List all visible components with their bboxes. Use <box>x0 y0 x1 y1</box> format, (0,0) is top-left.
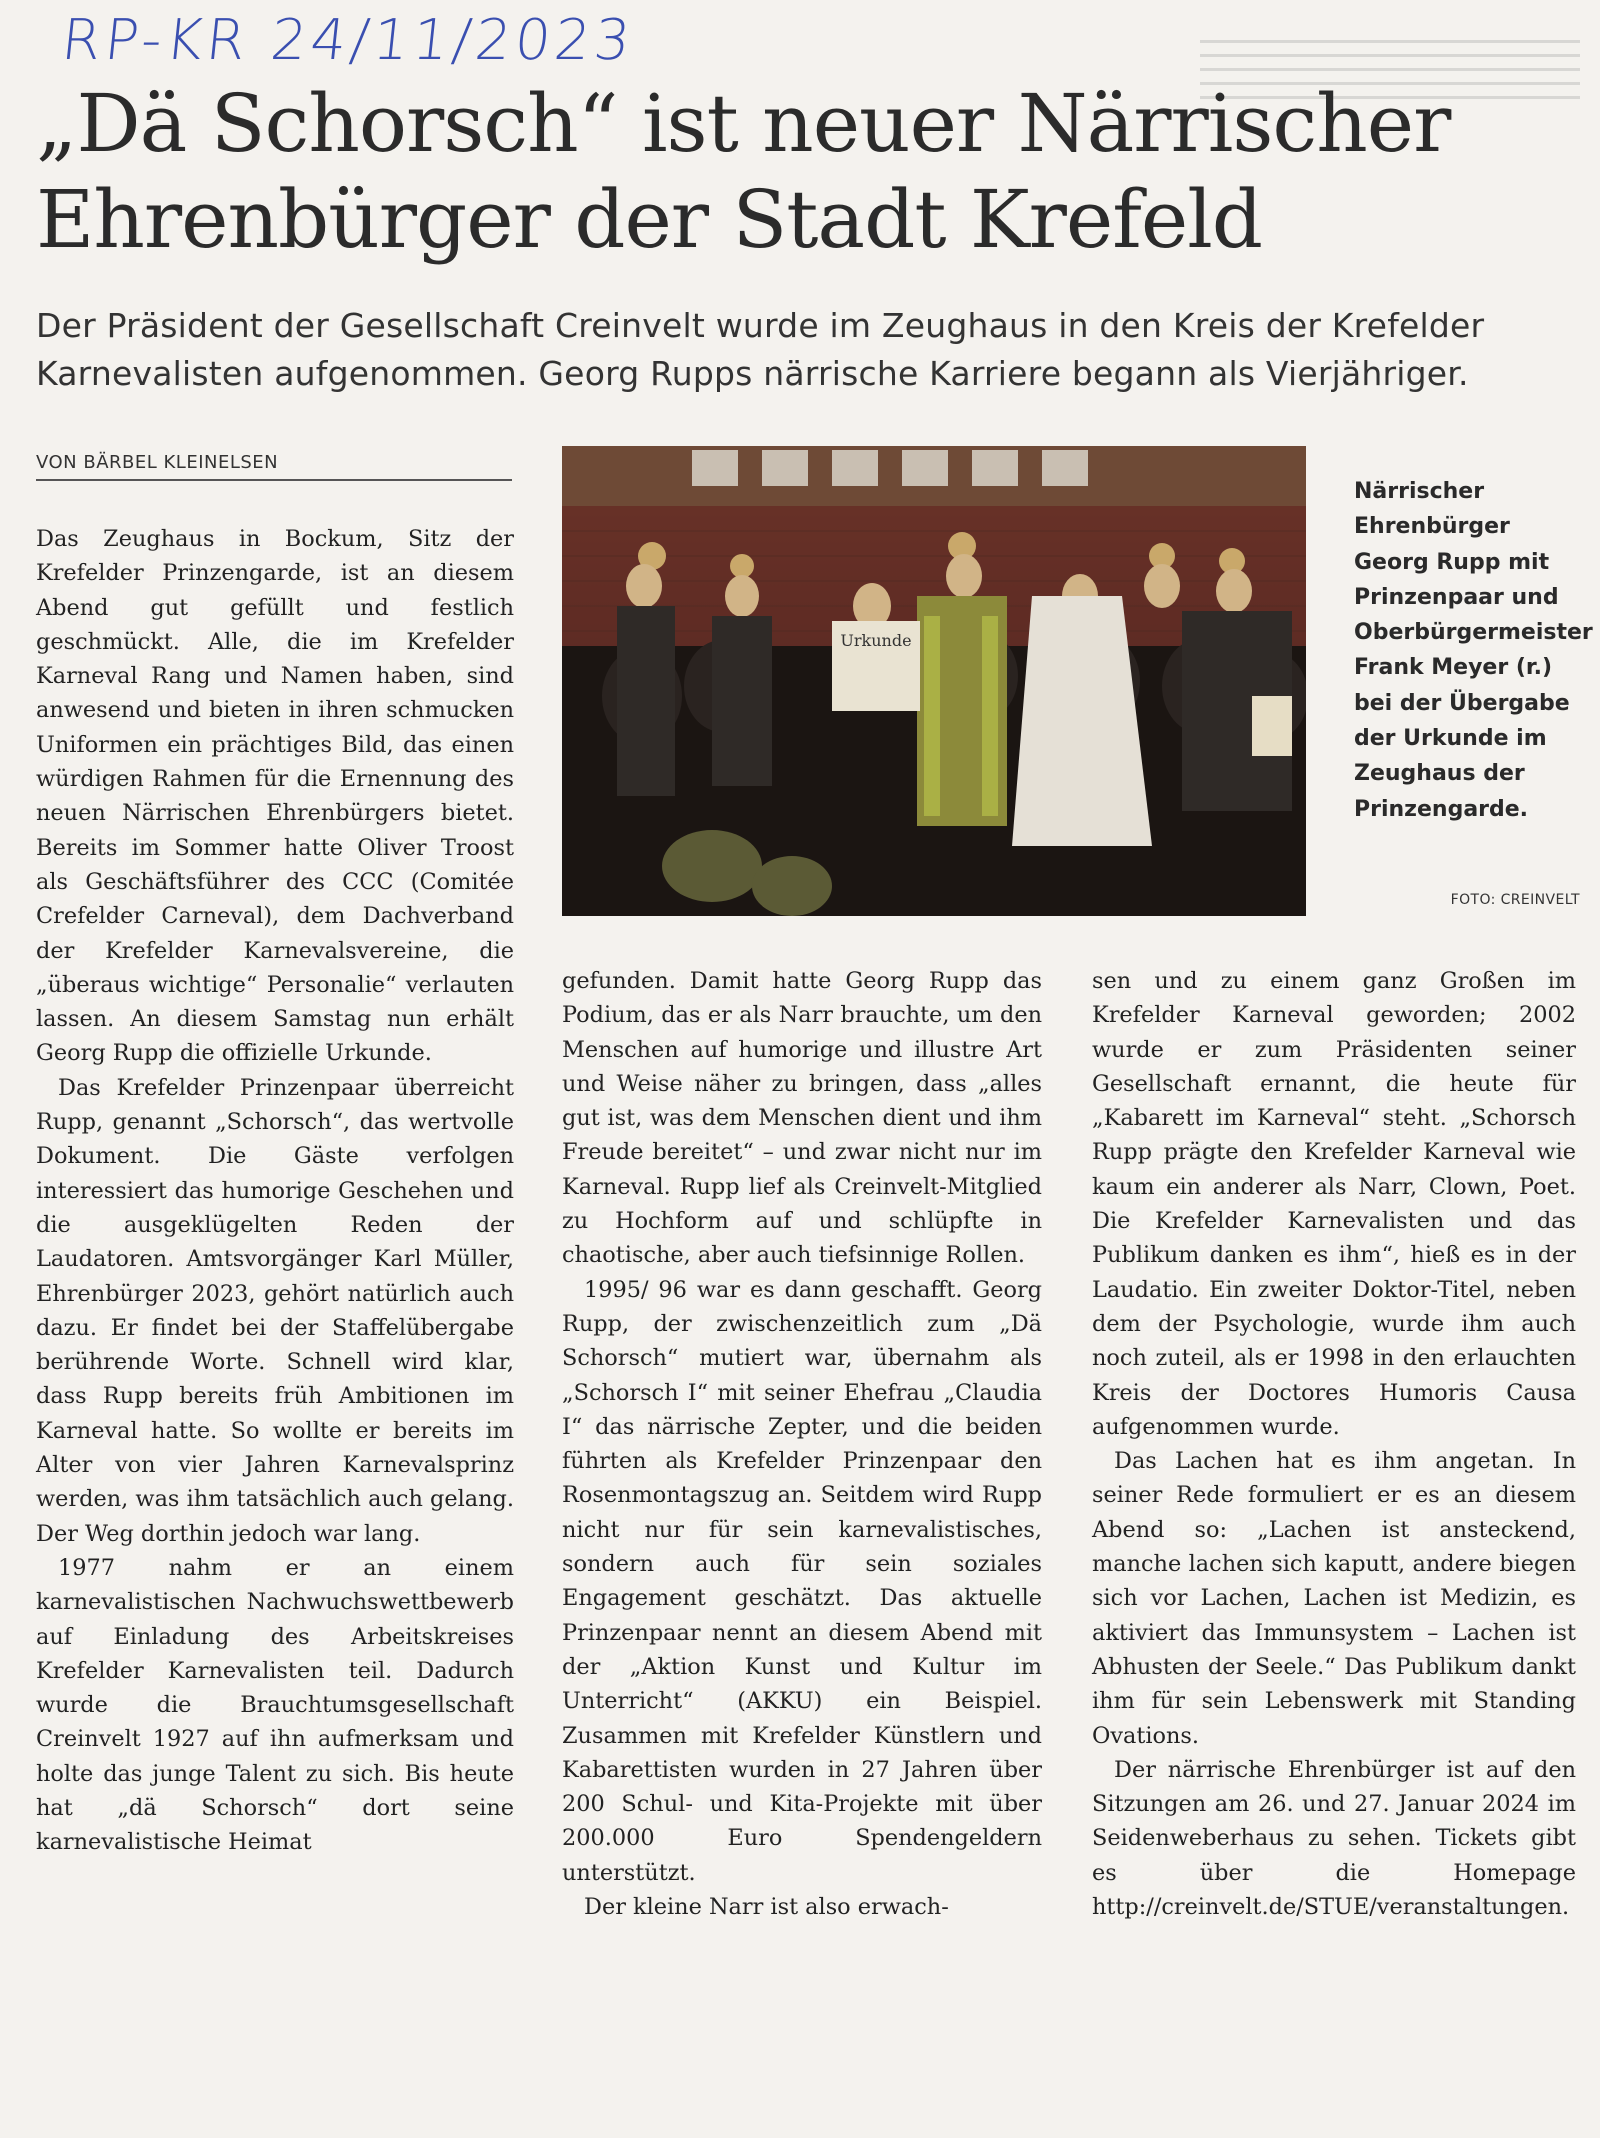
certificate-text: Urkunde <box>840 631 912 650</box>
paragraph: 1995/ 96 war es dann geschafft. Georg Rupp, der zwischenzeitlich zum „Dä Schorsch“ mutiert war, übernahm als „Schorsch I“ mit seiner Ehefrau „Claudia I“ das närrische Zepter, und die beiden führten als Krefelder Prinzenpaar den Rosenmontagszug an. Seitdem wird Rupp nicht nur für sein karnevalistisches, sondern auch für sein soziales Engagement geschätzt. Das aktuelle Prinzenpaar nennt an diesem Abend mit der „Aktion Kunst und Kultur im Unterricht“ (AKKU) ein Beispiel. Zusammen mit Krefelder Künstlern und Kabarettisten wurden in 27 Jahren über 200 Schul- und Kita-Projekte mit über 200.000 Euro Spendengeldern unterstützt. <box>562 1276 1042 1886</box>
paragraph: Das Zeughaus in Bockum, Sitz der Krefelder Prinzengarde, ist an diesem Abend gut gefüllt und festlich geschmückt. Alle, die im Krefelder Karneval Rang und Namen haben, sind anwesend und bieten in ihren schmucken Uniformen ein prächtiges Bild, das einen würdigen Rahmen für die Ernennung des neuen Närrischen Ehrenbürgers bietet. Bereits im Sommer hatte Oliver Troost als Geschäftsführer des CCC (Comitée Crefelder Carneval), dem Dachverband der Krefelder Karnevalsvereine, die „überaus wichtige“ Personalie“ verlauten lassen. An diesem Samstag nun erhält Georg Rupp die offizielle Urkunde. <box>36 526 514 1067</box>
byline: VON BÄRBEL KLEINELSEN <box>36 452 512 481</box>
headline: „Dä Schorsch“ ist neuer Närrischer Ehrenbürger der Stadt Krefeld <box>36 77 1451 266</box>
paragraph: Das Krefelder Prinzenpaar überreicht Rupp, genannt „Schorsch“, das wertvolle Dokument. Die Gäste verfolgen interessiert das humorige Geschehen und die ausgeklügelten Reden der Laudatoren. Amtsvorgänger Karl Müller, Ehrenbürger 2023, gehört natürlich auch dazu. Er findet bei der Staffelübergabe berührende Worte. Schnell wird klar, dass Rupp bereits früh Ambitionen im Karneval hatte. So wollte er bereits im Alter von vier Jahren Karnevalsprinz werden, was ihm tatsächlich auch gelang. Der Weg dorthin jedoch war lang. <box>36 1074 514 1547</box>
photo-caption: Närrischer Ehrenbürger Georg Rupp mit Prinzenpaar und Oberbürgermeister Frank Meyer (r.) bei der Übergabe der Urkunde im Zeughaus der Prinzengarde. <box>1354 479 1593 822</box>
paragraph: Der kleine Narr ist also erwach- <box>584 1894 949 1921</box>
text-column-2 <box>562 964 1042 1924</box>
paragraph: 1977 nahm er an einem karnevalistischen Nachwuchswettbewerb auf Einladung des Arbeitskreises Krefelder Karnevalisten teil. Dadurch wurde die Brauchtumsgesellschaft Creinvelt 1927 auf ihn aufmerksam und holte das junge Talent zu sich. Bis heute hat „dä Schorsch“ dort seine karnevalistische Heimat <box>36 1554 514 1856</box>
subtitle: Der Präsident der Gesellschaft Creinvelt wurde im Zeughaus in den Kreis der Krefelder Karnevalisten aufgenommen. Georg Rupps närrische Karriere begann als Vierjähriger. <box>36 306 1485 393</box>
paragraph: sen und zu einem ganz Großen im Krefelder Karneval geworden; 2002 wurde er zum Präsidenten seiner Gesellschaft ernannt, die heute für „Kabarett im Karneval“ steht. „Schorsch Rupp prägte den Krefelder Karneval wie kaum ein anderer als Narr, Clown, Poet. Die Krefelder Karnevalisten und das Publikum danken es ihm“, hieß es in der Laudatio. Ein zweiter Doktor-Titel, neben dem der Psychologie, wurde ihm auch noch zuteil, als er 1998 in den erlauchten Kreis der Doctores Humoris Causa aufgenommen wurde. <box>1092 968 1576 1440</box>
paragraph: Das Lachen hat es ihm angetan. In seiner Rede formuliert er es an diesem Abend so: „Lachen ist ansteckend, manche lachen sich kaputt, andere biegen sich vor Lachen, Lachen ist Medizin, es aktiviert das Immunsystem – Lachen ist Abhusten der Seele.“ Das Publikum dankt ihm für sein Lebenswerk mit Standing Ovations. <box>1092 1448 1576 1749</box>
text-column-3 <box>1092 964 1576 1924</box>
event-photo <box>562 446 1306 916</box>
paragraph: Der närrische Ehrenbürger ist auf den Sitzungen am 26. und 27. Januar 2024 im Seidenweberhaus zu sehen. Tickets gibt es über die Homepage http://creinvelt.de/STUE/veranstaltungen. <box>1092 1756 1576 1921</box>
paragraph: gefunden. Damit hatte Georg Rupp das Podium, das er als Narr brauchte, um den Menschen auf humorige und illustre Art und Weise näher zu bringen, dass „alles gut ist, was dem Menschen dient und ihm Freude bereitet“ – und zwar nicht nur im Karneval. Rupp lief als Creinvelt-Mitglied zu Hochform auf und schlüpfte in chaotische, aber auch tiefsinnige Rollen. <box>562 968 1042 1269</box>
photo-illustration <box>562 446 1306 916</box>
text-column-1 <box>36 522 514 1860</box>
handwritten-source-note: RP-KR 24/11/2023 <box>58 8 638 73</box>
photo-credit: FOTO: CREINVELT <box>1450 892 1580 908</box>
